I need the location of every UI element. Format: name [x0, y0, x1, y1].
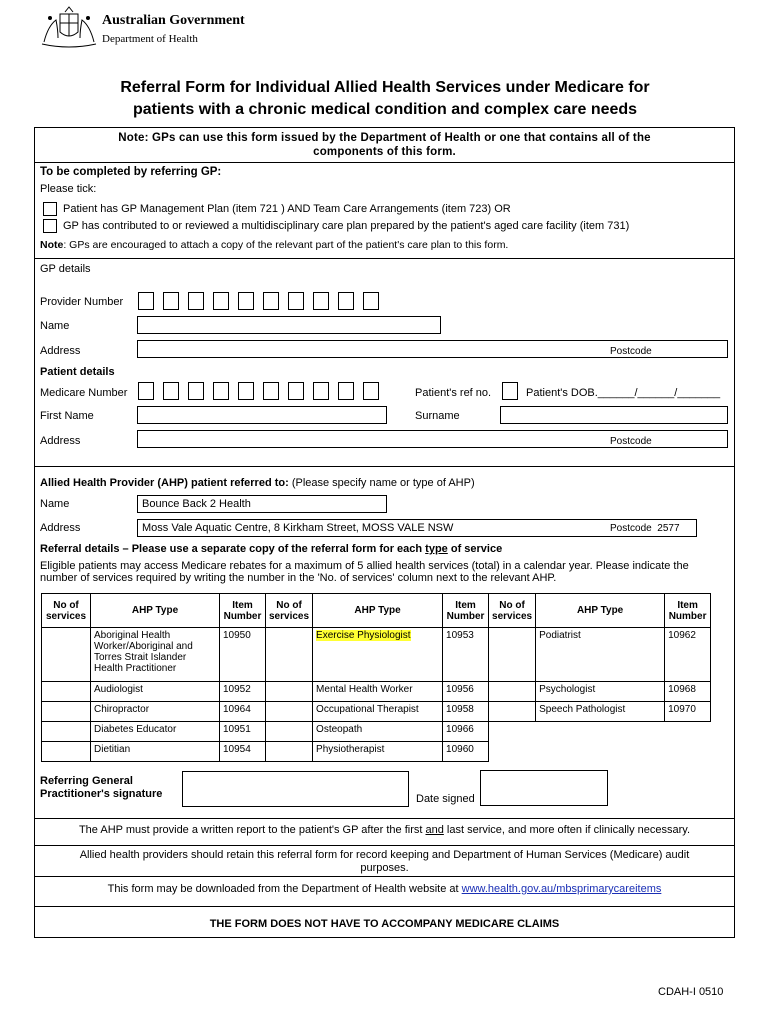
note-label: Note — [40, 239, 64, 251]
patient-address-label: Address — [40, 435, 81, 447]
digit-box[interactable] — [138, 382, 154, 400]
gp-section-heading: To be completed by referring GP: — [40, 166, 222, 178]
form-code: CDAH-I 0510 — [658, 986, 724, 998]
provider-number-label: Provider Number — [40, 296, 124, 308]
item-number-cell: 10958 — [443, 702, 489, 722]
ahp-type-cell: Audiologist — [91, 682, 220, 702]
ahp-heading — [40, 477, 475, 489]
patient-ref-label: Patient's ref no. — [415, 387, 492, 399]
header-item-number: Item Number — [665, 594, 711, 628]
report-notice — [34, 824, 735, 836]
no-services-cell[interactable] — [42, 682, 91, 702]
digit-box[interactable] — [213, 292, 229, 310]
digit-box[interactable] — [163, 382, 179, 400]
table-row — [42, 628, 711, 682]
ahp-postcode-value: 2577 — [657, 523, 680, 534]
signature-label-line2: Practitioner's signature — [40, 788, 163, 800]
note-text: : GPs are encouraged to attach a copy of the relevant part of the patient's care plan to this form. — [63, 239, 509, 251]
date-signed-field[interactable] — [480, 770, 608, 806]
first-name-field[interactable] — [137, 406, 387, 424]
referral-para-line2: number of services required by writing the number in the 'No. of services' column next to the relevant AHP. — [40, 572, 557, 584]
report-part1: The AHP must provide a written report to the patient's GP after the first — [78, 824, 426, 836]
first-name-label: First Name — [40, 410, 94, 422]
divider — [34, 162, 735, 163]
no-services-cell[interactable] — [266, 722, 313, 742]
digit-box[interactable] — [138, 292, 154, 310]
no-services-cell[interactable] — [489, 682, 536, 702]
ahp-type-cell — [313, 628, 443, 682]
ahp-name-label: Name — [40, 498, 70, 510]
no-services-cell[interactable] — [266, 742, 313, 762]
digit-box[interactable] — [363, 292, 379, 310]
divider — [34, 258, 735, 259]
form-title-line1: Referral Form for Individual Allied Health Services under Medicare for — [120, 79, 650, 96]
no-services-cell[interactable] — [42, 742, 91, 762]
ahp-address-field[interactable] — [137, 519, 697, 537]
signature-label — [40, 775, 162, 801]
report-part2: last service, and more often if clinically necessary. — [443, 824, 691, 836]
note-box — [36, 131, 733, 159]
ahp-type-cell: Aboriginal Health Worker/Aboriginal and Torres Strait Islander Health Practitioner — [91, 628, 220, 682]
digit-box[interactable] — [313, 382, 329, 400]
referral-heading — [40, 543, 502, 555]
note-line2: components of this form. — [313, 146, 456, 158]
divider — [34, 845, 735, 846]
coat-of-arms-logo — [38, 6, 100, 48]
divider — [34, 876, 735, 877]
gp-postcode-label: Postcode — [610, 346, 652, 357]
health-website-link[interactable]: www.health.gov.au/mbsprimarycareitems — [461, 883, 662, 895]
please-tick-label: Please tick: — [40, 183, 97, 195]
ahp-type-cell: Chiropractor — [91, 702, 220, 722]
ahp-type-cell: Mental Health Worker — [313, 682, 443, 702]
signature-label-line1: Referring General — [40, 775, 133, 787]
item-number-cell: 10954 — [220, 742, 266, 762]
table-row — [42, 742, 711, 762]
form-title — [30, 77, 740, 121]
header-item-number: Item Number — [220, 594, 266, 628]
report-and: and — [425, 824, 444, 836]
no-services-cell[interactable] — [489, 628, 536, 682]
ahp-name-field[interactable]: Bounce Back 2 Health — [137, 495, 387, 513]
department-name: Department of Health — [102, 33, 198, 45]
referral-paragraph — [40, 560, 735, 584]
ahp-type-cell: Psychologist — [536, 682, 665, 702]
form-title-line2: patients with a chronic medical condition and complex care needs — [132, 101, 638, 118]
retain-notice — [34, 849, 735, 875]
item-number-cell: 10952 — [220, 682, 266, 702]
option1-checkbox[interactable] — [43, 202, 57, 216]
table-row — [42, 682, 711, 702]
signature-field[interactable] — [182, 771, 409, 807]
no-services-cell[interactable] — [266, 702, 313, 722]
digit-box[interactable] — [288, 382, 304, 400]
digit-box[interactable] — [338, 382, 354, 400]
digit-box[interactable] — [313, 292, 329, 310]
no-services-cell[interactable] — [266, 628, 313, 682]
ahp-type-cell: Speech Pathologist — [536, 702, 665, 722]
table-header-row — [42, 594, 711, 628]
download-notice — [34, 883, 735, 895]
patient-details-heading: Patient details — [40, 366, 115, 378]
divider — [34, 906, 735, 907]
item-number-cell: 10956 — [443, 682, 489, 702]
header-no-services: No of services — [42, 594, 91, 628]
care-plan-note — [40, 239, 508, 251]
table-row — [42, 722, 711, 742]
header-ahp-type: AHP Type — [91, 594, 220, 628]
digit-box[interactable] — [163, 292, 179, 310]
patient-postcode-label: Postcode — [610, 436, 652, 447]
digit-box[interactable] — [288, 292, 304, 310]
provider-number-boxes[interactable] — [138, 292, 379, 310]
header-no-services: No of services — [489, 594, 536, 628]
item-number-cell: 10951 — [220, 722, 266, 742]
header-ahp-type: AHP Type — [536, 594, 665, 628]
ahp-type-cell: Dietitian — [91, 742, 220, 762]
empty-cell — [489, 722, 711, 742]
no-services-cell[interactable] — [42, 722, 91, 742]
ahp-type-cell: Physiotherapist — [313, 742, 443, 762]
government-name: Australian Government — [102, 13, 245, 28]
patient-ref-box[interactable] — [502, 382, 518, 400]
item-number-cell: 10962 — [665, 628, 711, 682]
ahp-address-label: Address — [40, 522, 81, 534]
digit-box[interactable] — [238, 292, 254, 310]
ahp-type-cell: Occupational Therapist — [313, 702, 443, 722]
gp-details-label: GP details — [40, 263, 91, 275]
empty-cell — [489, 742, 711, 762]
medicare-number-boxes[interactable] — [138, 382, 379, 400]
option1-label: Patient has GP Management Plan (item 721 ) AND Team Care Arrangements (item 723) OR — [63, 203, 511, 215]
no-services-cell[interactable] — [266, 682, 313, 702]
no-services-cell[interactable] — [489, 702, 536, 722]
ahp-address-value: Moss Vale Aquatic Centre, 8 Kirkham Street, MOSS VALE NSW — [142, 522, 454, 534]
option2-checkbox[interactable] — [43, 219, 57, 233]
item-number-cell: 10960 — [443, 742, 489, 762]
no-services-cell[interactable] — [42, 702, 91, 722]
header-item-number: Item Number — [443, 594, 489, 628]
referral-para-line1: Eligible patients may access Medicare rebates for a maximum of 5 allied health services (total) in a calendar year. Please indicate the — [40, 560, 689, 572]
gp-name-field[interactable] — [137, 316, 441, 334]
digit-box[interactable] — [338, 292, 354, 310]
digit-box[interactable] — [238, 382, 254, 400]
table-row — [42, 702, 711, 722]
digit-box[interactable] — [213, 382, 229, 400]
divider — [34, 466, 735, 467]
no-services-cell[interactable] — [42, 628, 91, 682]
item-number-cell: 10966 — [443, 722, 489, 742]
surname-field[interactable] — [500, 406, 728, 424]
referral-heading-part2: of service — [447, 543, 503, 555]
item-number-cell: 10964 — [220, 702, 266, 722]
option2-label: GP has contributed to or reviewed a multidisciplinary care plan prepared by the patient's aged care facility (item 731) — [63, 220, 630, 232]
referral-heading-part1: Referral details – Please use a separate copy of the referral form for each — [40, 543, 426, 555]
digit-box[interactable] — [363, 382, 379, 400]
patient-address-field[interactable] — [137, 430, 728, 448]
header-no-services: No of services — [266, 594, 313, 628]
download-text: This form may be downloaded from the Department of Health website at — [107, 883, 462, 895]
note-line1: Note: GPs can use this form issued by the Department of Health or one that contains all of the — [118, 132, 651, 144]
ahp-table — [41, 593, 711, 762]
digit-box[interactable] — [188, 292, 204, 310]
ahp-postcode — [610, 523, 680, 534]
ahp-type-cell: Diabetes Educator — [91, 722, 220, 742]
ahp-type-cell: Osteopath — [313, 722, 443, 742]
surname-label: Surname — [415, 410, 460, 422]
ahp-postcode-label: Postcode — [610, 523, 652, 534]
referral-heading-type: type — [425, 543, 448, 555]
highlighted-ahp-type: Exercise Physiologist — [316, 630, 411, 641]
item-number-cell: 10953 — [443, 628, 489, 682]
gp-name-label: Name — [40, 320, 70, 332]
ahp-type-cell: Podiatrist — [536, 628, 665, 682]
gp-address-field[interactable] — [137, 340, 728, 358]
retain-line2: purposes. — [360, 862, 409, 874]
medicare-number-label: Medicare Number — [40, 387, 128, 399]
item-number-cell: 10968 — [665, 682, 711, 702]
patient-dob-field[interactable]: Patient's DOB.______/______/_______ — [526, 387, 721, 399]
header-ahp-type: AHP Type — [313, 594, 443, 628]
ahp-heading-bold: Allied Health Provider (AHP) patient referred to: — [40, 477, 289, 489]
digit-box[interactable] — [263, 382, 279, 400]
gp-address-label: Address — [40, 345, 81, 357]
ahp-heading-note: (Please specify name or type of AHP) — [288, 477, 475, 489]
retain-line1: Allied health providers should retain this referral form for record keeping and Department of Human Services (Medicare) audit — [79, 849, 690, 861]
item-number-cell: 10970 — [665, 702, 711, 722]
claims-notice: THE FORM DOES NOT HAVE TO ACCOMPANY MEDICARE CLAIMS — [209, 918, 560, 930]
digit-box[interactable] — [188, 382, 204, 400]
item-number-cell: 10950 — [220, 628, 266, 682]
digit-box[interactable] — [263, 292, 279, 310]
divider — [34, 818, 735, 819]
date-signed-label: Date signed — [416, 793, 475, 805]
